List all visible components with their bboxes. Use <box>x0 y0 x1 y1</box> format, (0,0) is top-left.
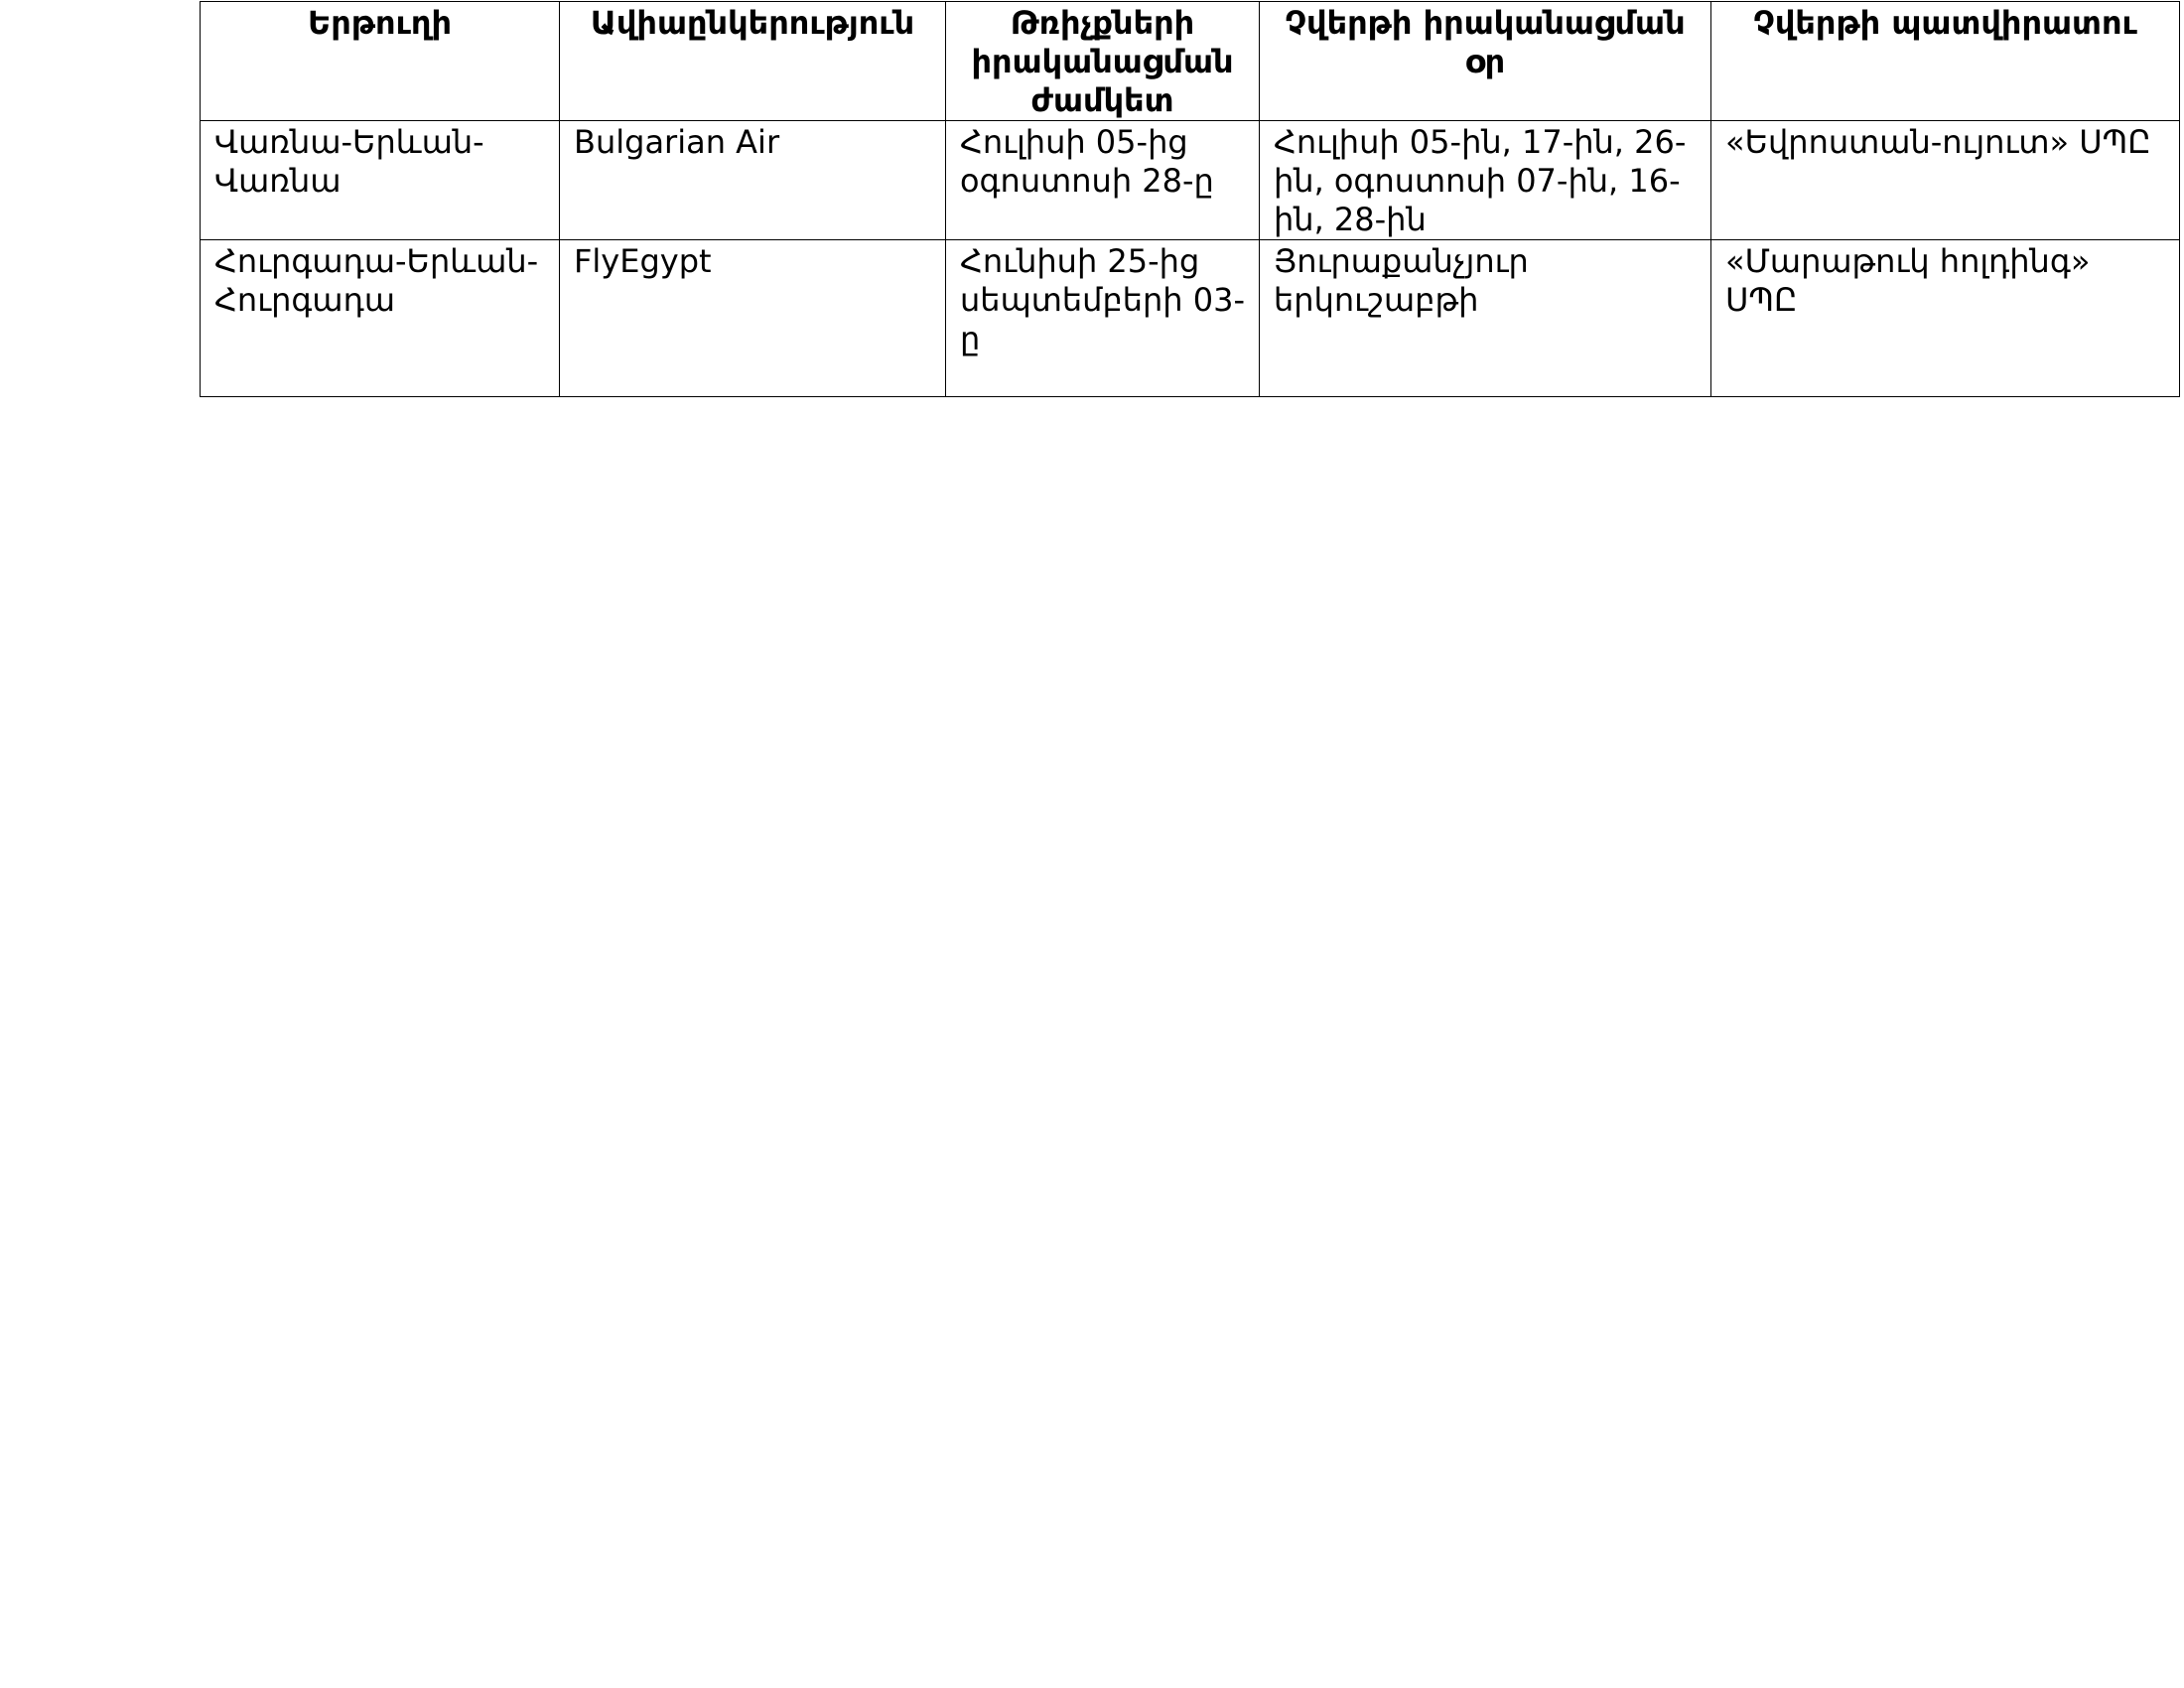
cell-airline: Bulgarian Air <box>560 121 946 240</box>
flights-table <box>200 1 2180 397</box>
cell-airline: FlyEgypt <box>560 240 946 397</box>
table-row <box>201 121 2180 240</box>
table-row <box>201 240 2180 397</box>
header-customer: Չվերթի պատվիրատու <box>1711 2 2180 121</box>
header-flight-days: Չվերթի իրականացման օր <box>1260 2 1711 121</box>
cell-flight-days: Յուրաքանչյուր երկուշաբթի <box>1260 240 1711 397</box>
header-route: Երթուղի <box>201 2 560 121</box>
cell-route: Վառնա-Երևան-Վառնա <box>201 121 560 240</box>
cell-route: Հուրգադա-Երևան-Հուրգադա <box>201 240 560 397</box>
cell-customer: «Մարաթուկ հոլդինգ» ՍՊԸ <box>1711 240 2180 397</box>
cell-customer: «Եվրոստան-ույուտ» ՍՊԸ <box>1711 121 2180 240</box>
cell-flight-days: Հուլիսի 05-ին, 17-ին, 26-ին, օգոստոսի 07-ին, 16-ին, 28-ին <box>1260 121 1711 240</box>
cell-period: Հուլիսի 05-ից օգոստոսի 28-ը <box>946 121 1260 240</box>
cell-period: Հունիսի 25-ից սեպտեմբերի 03-ը <box>946 240 1260 397</box>
header-period: Թռիչքների իրականացման ժամկետ <box>946 2 1260 121</box>
header-airline: Ավիաընկերություն <box>560 2 946 121</box>
table-header-row <box>201 2 2180 121</box>
